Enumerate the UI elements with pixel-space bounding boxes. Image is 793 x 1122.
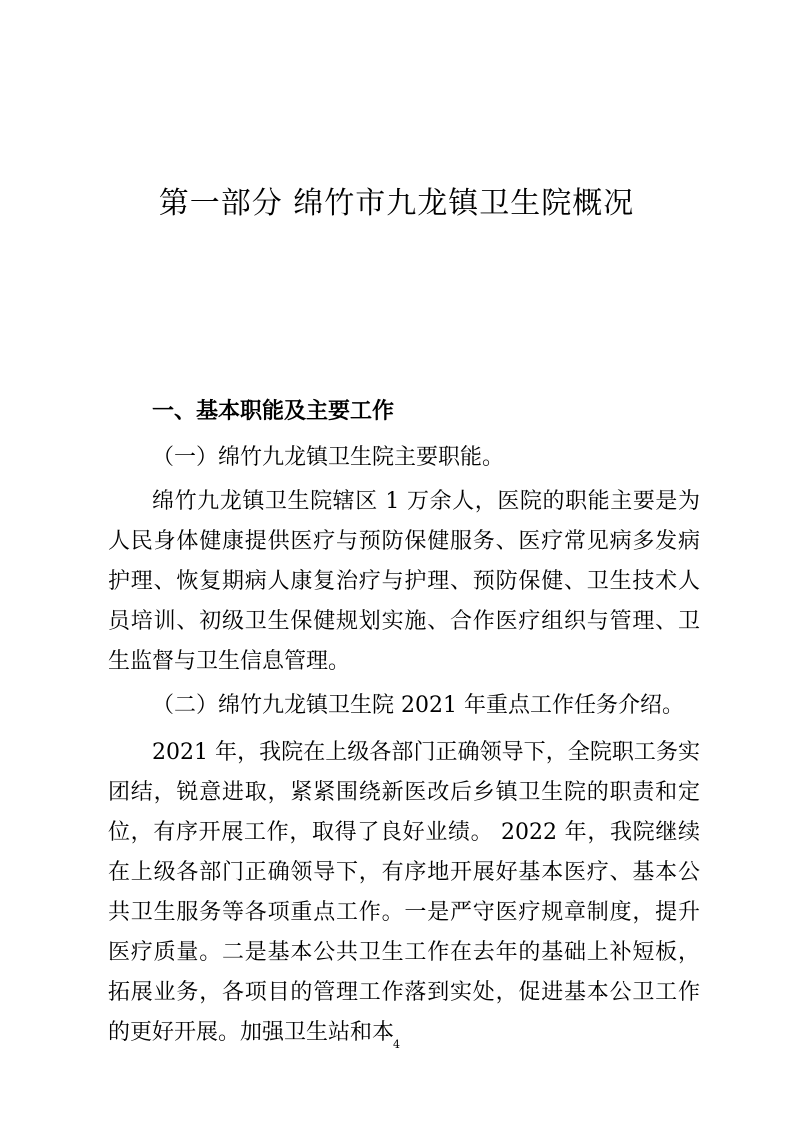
paragraph-key-tasks: 2021 年，我院在上级各部门正确领导下，全院职工务实团结，锐意进取，紧紧围绕新医改后乡镇卫生院的职责和定位，有序开展工作，取得了良好业绩。 2022 年，我院继续在上级各部门正确领导下，有序地开展好基本医疗、基本公共卫生服务等各项重点工作。一是严守医疗规章制度，提升医疗质量。二是基本公共卫生工作在去年的基础上补短板，拓展业务，各项目的管理工作落到实处，促进基本公卫工作的更好开展。加强卫生站和本: [108, 740, 700, 1045]
subsection-heading-duties: （一）绵竹九龙镇卫生院主要职能。: [152, 445, 505, 470]
subsection-heading-key-tasks: （二）绵竹九龙镇卫生院 2021 年重点工作任务介绍。: [152, 693, 684, 718]
paragraph-duties: 绵竹九龙镇卫生院辖区 1 万余人，医院的职能主要是为人民身体健康提供医疗与预防保健服务、医疗常见病多发病护理、恢复期病人康复治疗与护理、预防保健、卫生技术人员培训、初级卫生保健规划实施、合作医疗组织与管理、卫生监督与卫生信息管理。: [108, 489, 700, 674]
section-heading: 一、基本职能及主要工作: [152, 399, 395, 424]
page-number: 4: [393, 1038, 400, 1051]
page-title: 第一部分 绵竹市九龙镇卫生院概况: [158, 186, 635, 221]
